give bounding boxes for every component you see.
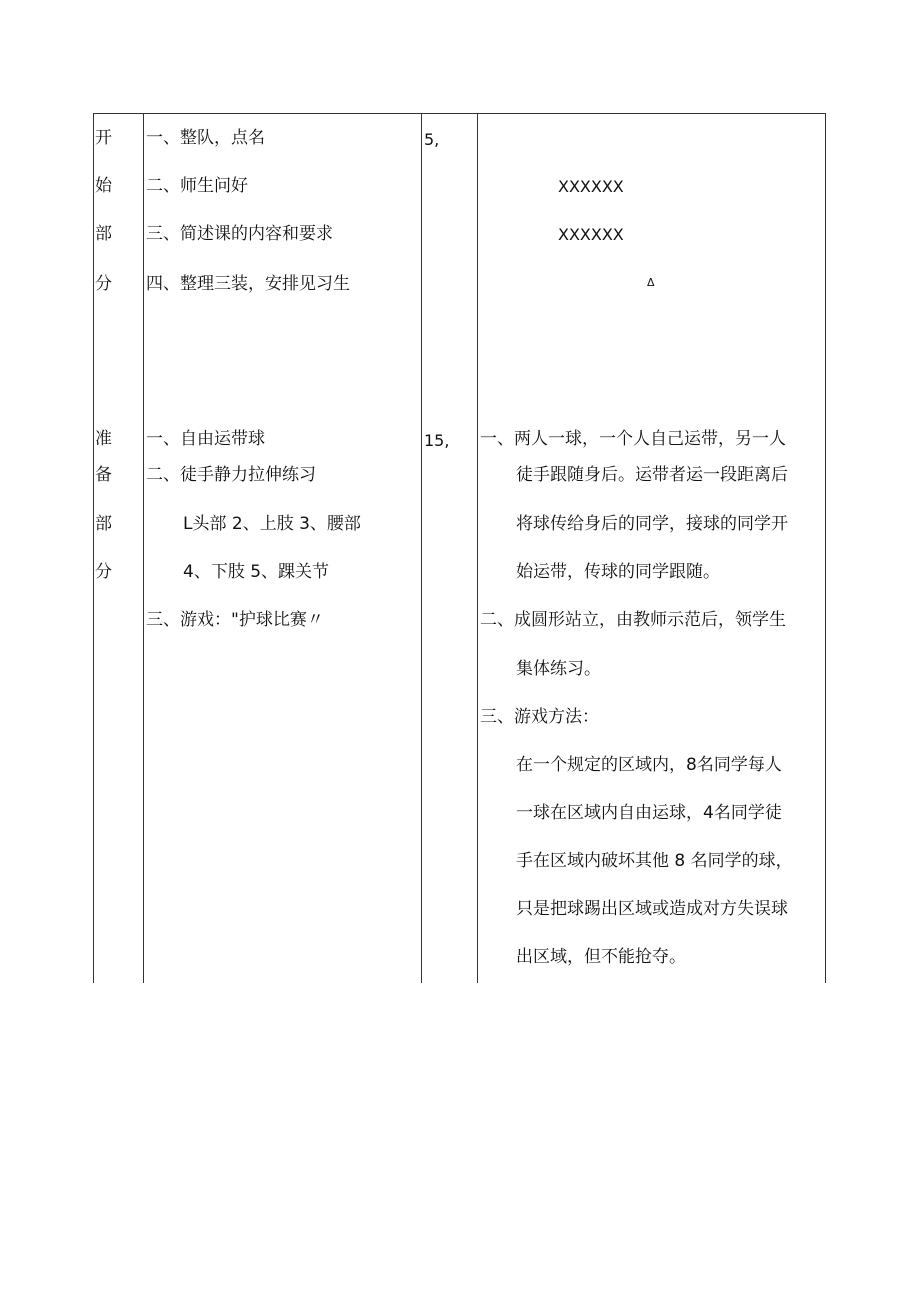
method-line: 手在区域内破坏其他 8 名同学的球，	[516, 851, 793, 871]
content-item: 一、整队，点名	[146, 128, 265, 148]
method-line: 一球在区域内自由运球，4名同学徒	[516, 803, 782, 823]
section-name-char: 部	[95, 514, 112, 534]
table-top-border	[93, 113, 826, 114]
table-border-left	[93, 113, 94, 983]
table-border-right	[825, 113, 826, 983]
time-value: 15,	[424, 431, 450, 450]
section-name-char: 始	[95, 176, 112, 196]
method-line: 在一个规定的区域内，8名同学每人	[516, 755, 782, 775]
content-item: 一、自由运带球	[146, 429, 265, 449]
table-border-col2	[421, 113, 422, 983]
section-name-char: 备	[95, 465, 112, 485]
method-line: 一、两人一球，一个人自己运带，另一人	[480, 429, 786, 449]
formation-row: XXXXXX	[558, 177, 624, 196]
content-item: 二、师生问好	[146, 176, 248, 196]
content-item: L头部 2、上肢 3、腰部	[183, 514, 361, 534]
content-item: 三、游戏："护球比赛〃	[146, 610, 324, 630]
content-item: 二、徒手静力拉伸练习	[146, 465, 316, 485]
time-value: 5,	[424, 130, 440, 149]
table-border-col3	[477, 113, 478, 983]
content-item: 4、下肢 5、踝关节	[183, 562, 330, 582]
method-line: 将球传给身后的同学，接球的同学开	[516, 514, 788, 534]
table-border-col1	[143, 113, 144, 983]
content-item: 四、整理三装，安排见习生	[146, 274, 350, 294]
section-name-char: 准	[95, 429, 112, 449]
content-item: 三、简述课的内容和要求	[146, 224, 333, 244]
method-line: 出区域，但不能抢夺。	[516, 947, 686, 967]
method-line: 徒手跟随身后。运带者运一段距离后	[516, 465, 788, 485]
section-name-char: 开	[95, 128, 112, 148]
method-line: 集体练习。	[516, 659, 601, 679]
method-line: 只是把球踢出区域或造成对方失误球	[516, 899, 788, 919]
method-line: 三、游戏方法：	[480, 707, 599, 727]
method-line: 始运带，传球的同学跟随。	[516, 562, 720, 582]
method-line: 二、成圆形站立，由教师示范后，领学生	[480, 610, 786, 630]
section-name-char: 分	[95, 562, 112, 582]
teacher-marker: Δ	[647, 276, 655, 289]
formation-row: XXXXXX	[558, 225, 624, 244]
section-name-char: 分	[95, 274, 112, 294]
section-name-char: 部	[95, 224, 112, 244]
